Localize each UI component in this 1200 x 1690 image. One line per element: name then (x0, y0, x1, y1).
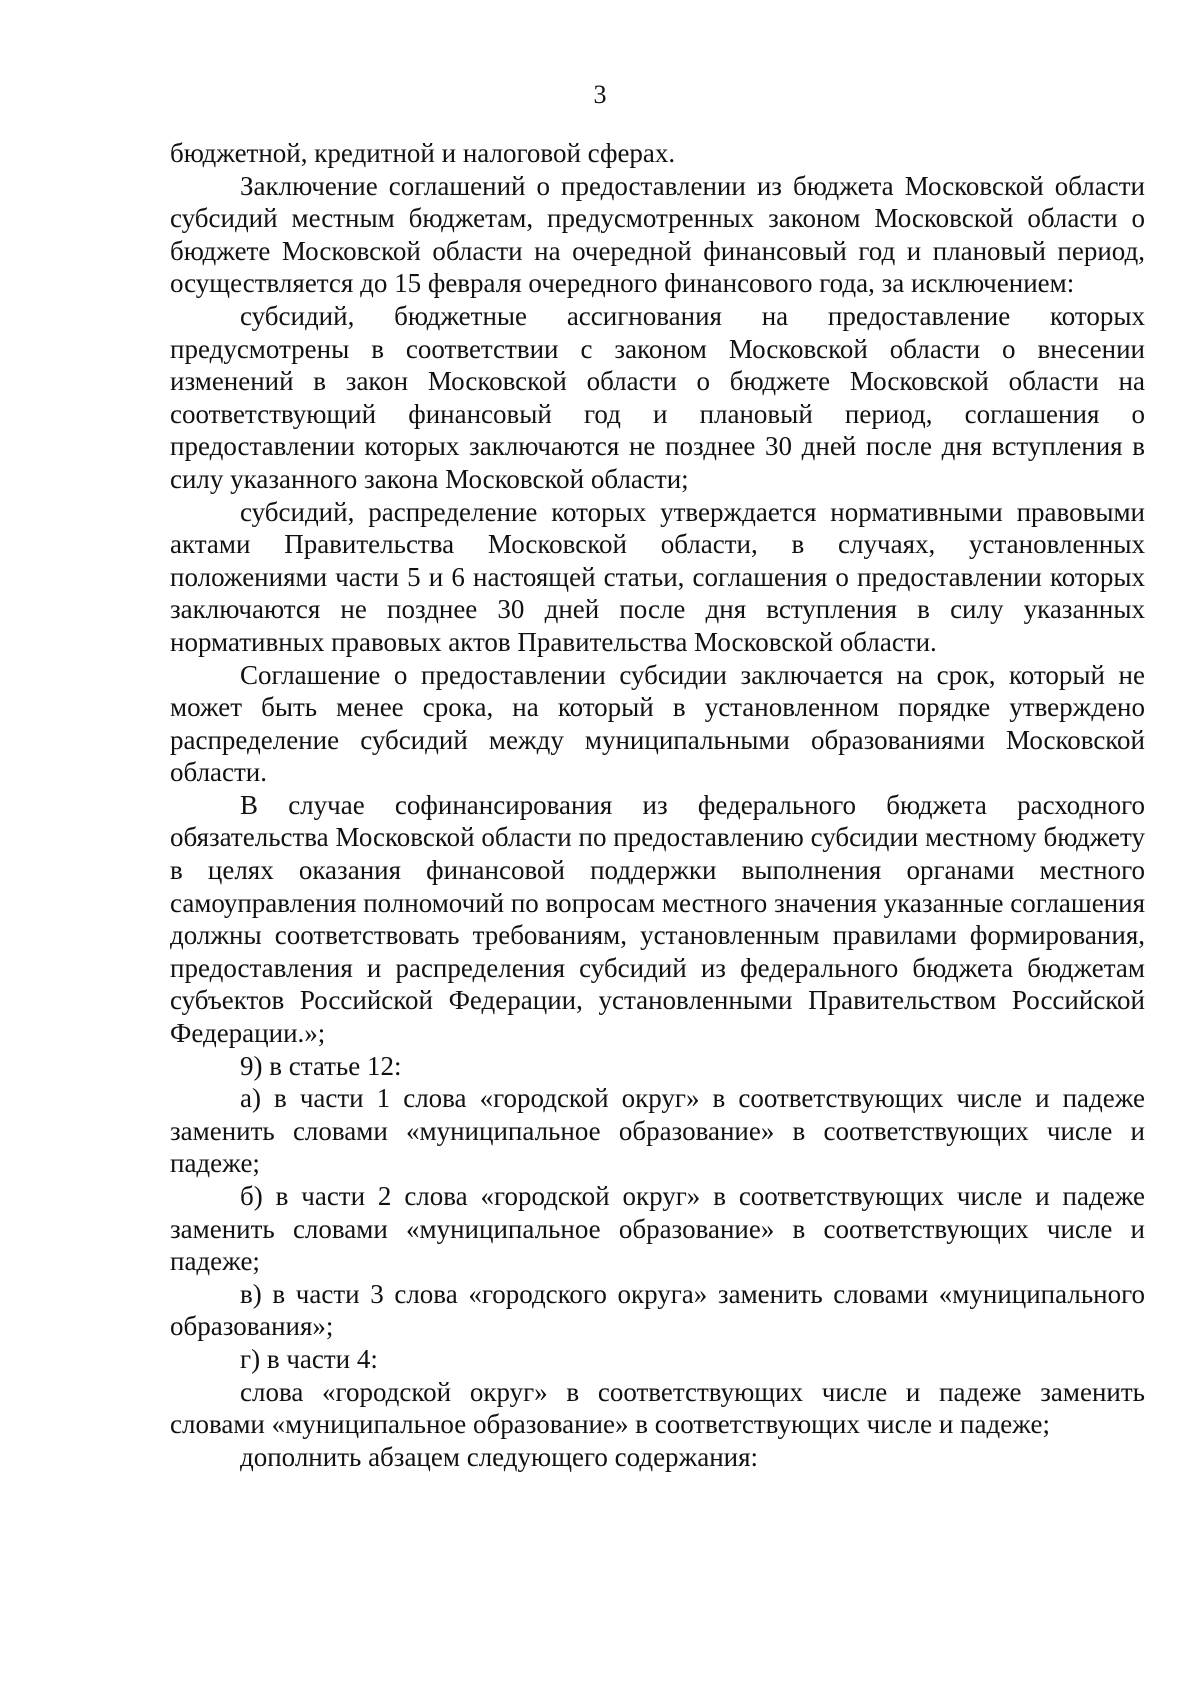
paragraph: бюджетной, кредитной и налоговой сферах. (170, 138, 676, 168)
paragraph: Соглашение о предоставлении субсидии заключается на срок, который не может быть менее срока, на который в установленном порядке утверждено распределение субсидий между муниципальными образованиями Московской области. (170, 659, 1145, 788)
paragraph: субсидий, распределение которых утверждается нормативными правовыми актами Правительства Московской области, в случаях, установленных положениями части 5 и 6 настоящей статьи, соглашения о предоставлении которых заключаются не позднее 30 дней после дня вступления в силу указанных нормативных правовых актов Правительства Московской области. (170, 496, 1145, 657)
paragraph: 9) в статье 12: (240, 1050, 402, 1081)
paragraph: В случае софинансирования из федерального бюджета расходного обязательства Московской области по предоставлению субсидии местному бюджету в целях оказания финансовой поддержки выполнения органами местного самоуправления полномочий по вопросам местного значения указанные соглашения должны соответствовать требованиям, установленным правилами формирования, предоставления и распределения субсидий из федерального бюджета бюджетам субъектов Российской Федерации, установленными Правительством Российской Федерации.»; (170, 789, 1145, 1049)
document-body (170, 137, 1145, 1473)
paragraph: г) в части 4: (240, 1343, 378, 1374)
paragraph: слова «городской округ» в соответствующих числе и падеже заменить словами «муниципальное образование» в соответствующих числе и падеже; (170, 1376, 1145, 1440)
paragraph: субсидий, бюджетные ассигнования на предоставление которых предусмотрены в соответствии с законом Московской области о внесении изменений в закон Московской области о бюджете Московской области на соответствующий финансовый год и плановый период, соглашения о предоставлении которых заключаются не позднее 30 дней после дня вступления в силу указанного закона Московской области; (170, 300, 1145, 494)
page-number: 3 (593, 80, 607, 109)
paragraph: б) в части 2 слова «городской округ» в соответствующих числе и падеже заменить словами «муниципальное образование» в соответствующих числе и падеже; (170, 1181, 1145, 1277)
paragraph: а) в части 1 слова «городской округ» в соответствующих числе и падеже заменить словами «муниципальное образование» в соответствующих числе и падеже; (170, 1083, 1145, 1179)
paragraph: дополнить абзацем следующего содержания: (240, 1441, 759, 1472)
paragraph: Заключение соглашений о предоставлении из бюджета Московской области субсидий местным бюджетам, предусмотренных законом Московской области о бюджете Московской области на очередной финансовый год и плановый период, осуществляется до 15 февраля очередного финансового года, за исключением: (170, 170, 1145, 299)
paragraph: в) в части 3 слова «городского округа» заменить словами «муниципального образования»; (170, 1278, 1145, 1342)
